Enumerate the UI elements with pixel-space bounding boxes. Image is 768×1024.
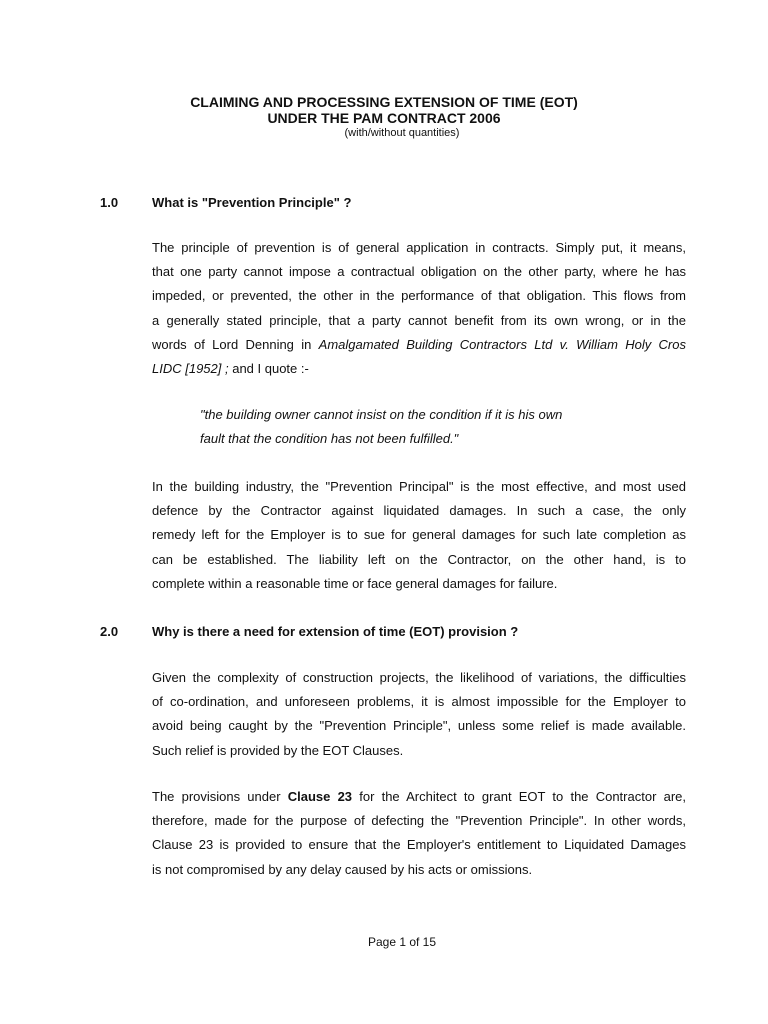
text-line <box>152 785 686 809</box>
text-line: is not compromised by any delay caused by his acts or omissions. <box>152 861 533 877</box>
quote-line: fault that the condition has not been fulfilled." <box>200 431 459 446</box>
paragraph <box>152 666 686 763</box>
document-title: CLAIMING AND PROCESSING EXTENSION OF TIME (EOT) <box>190 94 578 110</box>
text-line: of co-ordination, and unforeseen problems, it is almost impossible for the Employer to <box>152 694 686 710</box>
text-line <box>152 357 686 381</box>
paragraph <box>152 236 686 381</box>
page-number: Page 1 of 15 <box>367 935 437 949</box>
text: for the Architect to grant EOT to the Contractor are, <box>352 789 686 804</box>
text-line: In the building industry, the "Prevention Principal" is the most effective, and most used <box>152 479 686 494</box>
text-line: Clause 23 is provided to ensure that the Employer's entitlement to Liquidated Damages <box>152 837 686 853</box>
document-title-line2: UNDER THE PAM CONTRACT 2006 <box>267 110 501 126</box>
text-line: avoid being caught by the "Prevention Principle", unless some relief is made available. <box>152 718 686 734</box>
text: and I quote :- <box>228 361 309 377</box>
paragraph <box>152 475 686 596</box>
text: The provisions under <box>152 789 288 804</box>
text-line: Such relief is provided by the EOT Clauses. <box>152 742 404 758</box>
text-line: complete within a reasonable time or face general damages for failure. <box>152 575 558 591</box>
quote-line: "the building owner cannot insist on the condition if it is his own <box>200 407 563 422</box>
text-line: remedy left for the Employer is to sue for general damages for such late completion as <box>152 527 686 543</box>
clause-reference: Clause 23 <box>287 789 353 804</box>
case-citation: Amalgamated Building Contractors Ltd v. William Holy Cros <box>318 336 686 352</box>
document-subtitle: (with/without quantities) <box>344 127 460 139</box>
text-line <box>152 333 686 357</box>
text-line: can be established. The liability left on the Contractor, on the other hand, is to <box>152 551 686 567</box>
text-line: The principle of prevention is of general application in contracts. Simply put, it means, <box>152 240 686 255</box>
text: words of Lord Denning in <box>152 336 319 352</box>
text-line: that one party cannot impose a contractual obligation on the other party, where he has <box>152 264 686 280</box>
text-line: a generally stated principle, that a party cannot benefit from its own wrong, or in the <box>152 312 686 328</box>
text-line: defence by the Contractor against liquidated damages. In such a case, the only <box>152 503 686 519</box>
section-number: 1.0 <box>100 195 119 210</box>
case-citation: LIDC [1952] ; <box>152 361 229 377</box>
text-line: Given the complexity of construction projects, the likelihood of variations, the difficulties <box>152 670 686 685</box>
section-heading: Why is there a need for extension of time (EOT) provision ? <box>152 624 519 639</box>
section-heading: What is "Prevention Principle" ? <box>152 195 352 210</box>
text-line: therefore, made for the purpose of defecting the "Prevention Principle". In other words, <box>152 813 686 829</box>
block-quote <box>200 403 562 451</box>
text-line: impeded, or prevented, the other in the performance of that obligation. This flows from <box>152 288 686 304</box>
paragraph <box>152 785 686 882</box>
section-number: 2.0 <box>100 624 119 639</box>
